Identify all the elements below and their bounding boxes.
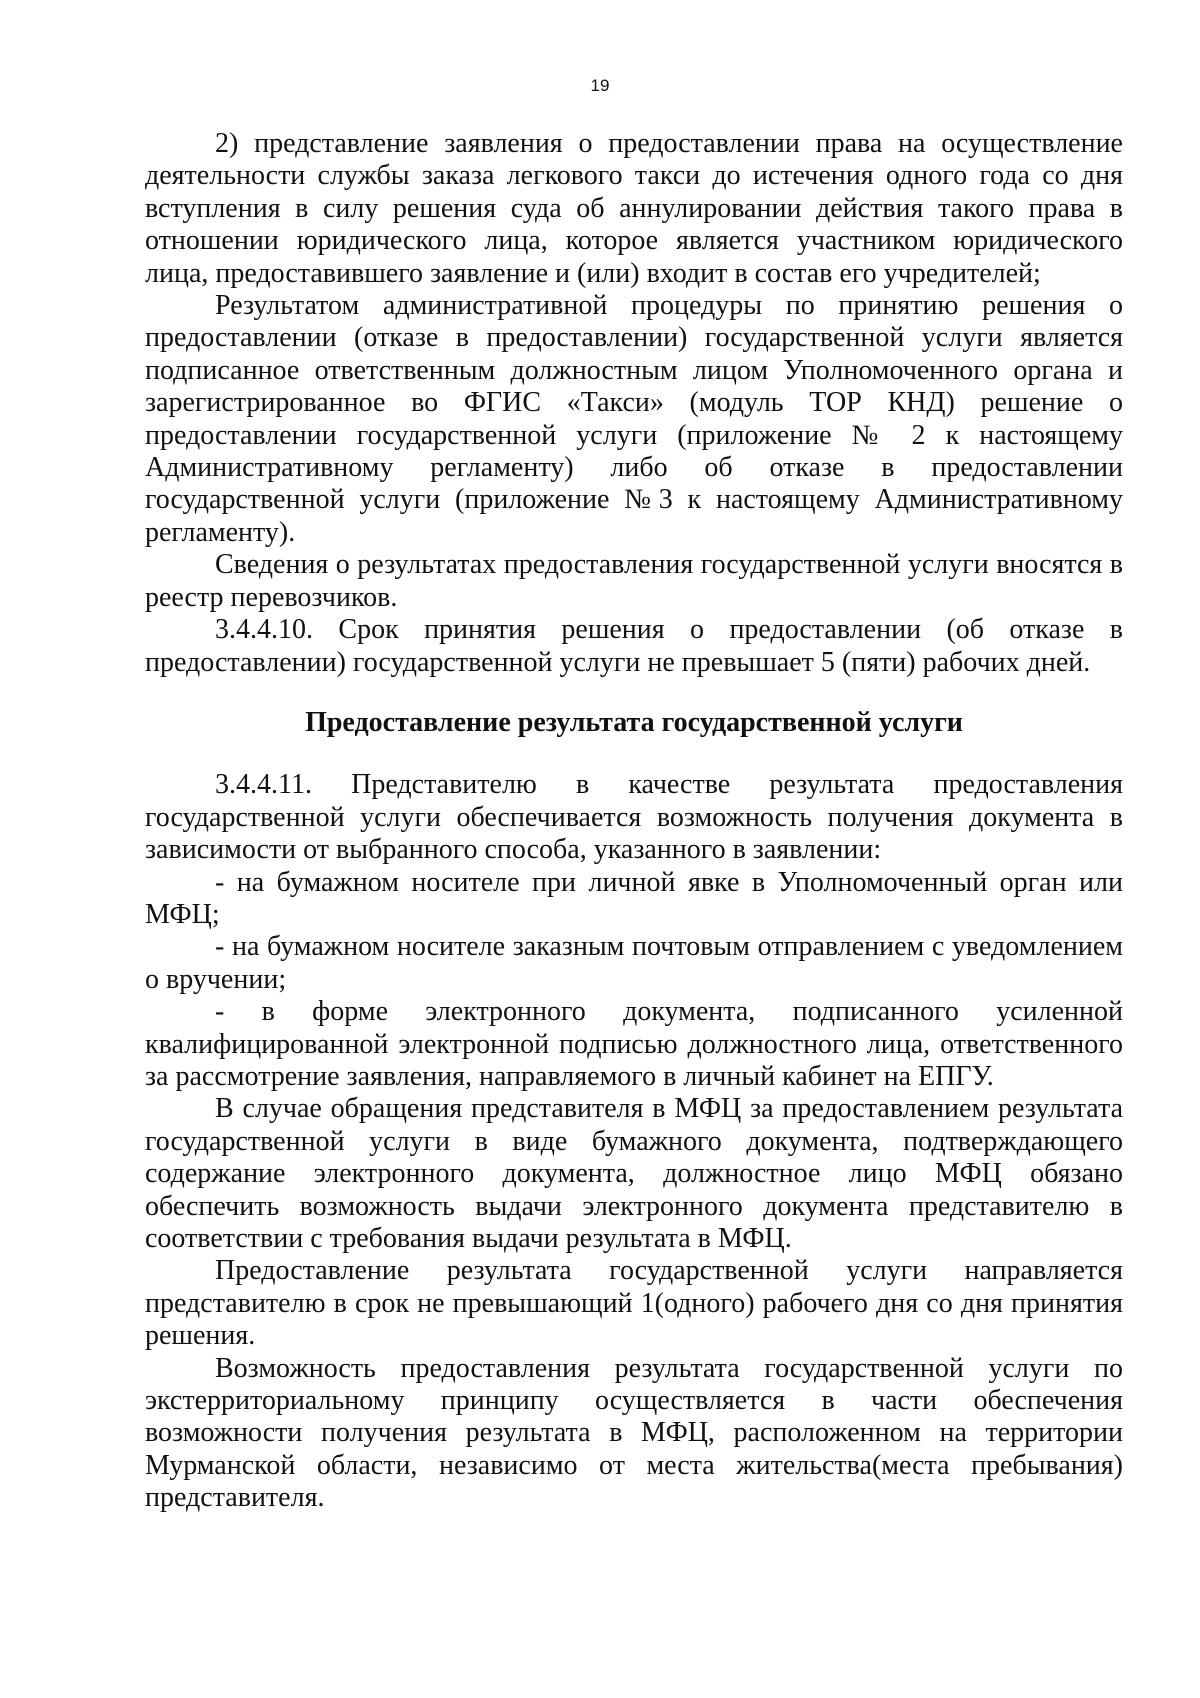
paragraph-3-4-4-11: 3.4.4.11. Представителю в качестве результата предоставления государственной услуги обеспечивается возможность получения документа в зависимости от выбранного способа, указанного в заявлении: bbox=[145, 769, 1123, 866]
document-body bbox=[145, 128, 1123, 1515]
paragraph-register-info: Сведения о результатах предоставления государственной услуги вносятся в реестр перевозчиков. bbox=[145, 549, 1123, 613]
list-item-electronic: - в форме электронного документа, подписанного усиленной квалифицированной электронной подписью должностного лица, ответственного за рассмотрение заявления, направляемого в личный кабинет на ЕПГУ. bbox=[145, 996, 1123, 1092]
section-heading: Предоставление результата государственной услуги bbox=[305, 706, 963, 738]
list-item-paper-by-mail: - на бумажном носителе заказным почтовым отправлением с уведомлением о вручении; bbox=[145, 931, 1123, 995]
paragraph-delivery-term: Предоставление результата государственной услуги направляется представителю в срок не превышающий 1(одного) рабочего дня со дня принятия решения. bbox=[145, 1255, 1123, 1352]
paragraph-item-2: 2) представление заявления о предоставлении права на осуществление деятельности службы заказа легкового такси до истечения одного года со дня вступления в силу решения суда об аннулировании действия такого права в отношении юридического лица, которое является участником юридического лица, предоставившего заявление и (или) входит в состав его учредителей; bbox=[145, 128, 1123, 289]
paragraph-3-4-4-10: 3.4.4.10. Срок принятия решения о предоставлении (об отказе в предоставлении) государственной услуги не превышает 5 (пяти) рабочих дней. bbox=[145, 614, 1123, 678]
list-item-paper-in-person: - на бумажном носителе при личной явке в Уполномоченный орган или МФЦ; bbox=[145, 866, 1123, 930]
paragraph-mfc-request: В случае обращения представителя в МФЦ за предоставлением результата государственной услуги в виде бумажного документа, подтверждающего содержание электронного документа, должностное лицо МФЦ обязано обеспечить возможность выдачи электронного документа представителю в соответствии с требования выдачи результата в МФЦ. bbox=[145, 1093, 1123, 1254]
page-number: 19 bbox=[590, 76, 610, 95]
paragraph-extraterritorial: Возможность предоставления результата государственной услуги по экстерриториальному принципу осуществляется в части обеспечения возможности получения результата в МФЦ, расположенном на территории Мурманской области, независимо от места жительства(места пребывания) представителя. bbox=[145, 1352, 1123, 1514]
paragraph-result-of-procedure: Результатом административной процедуры по принятию решения о предоставлении (отказе в предоставлении) государственной услуги является подписанное ответственным должностным лицом Уполномоченного органа и зарегистрированное во ФГИС «Такси» (модуль ТОР КНД) решение о предоставлении государственной услуги (приложение № 2 к настоящему Административному регламенту) либо об отказе в предоставлении государственной услуги (приложение №3 к настоящему Административному регламенту). bbox=[145, 290, 1123, 548]
